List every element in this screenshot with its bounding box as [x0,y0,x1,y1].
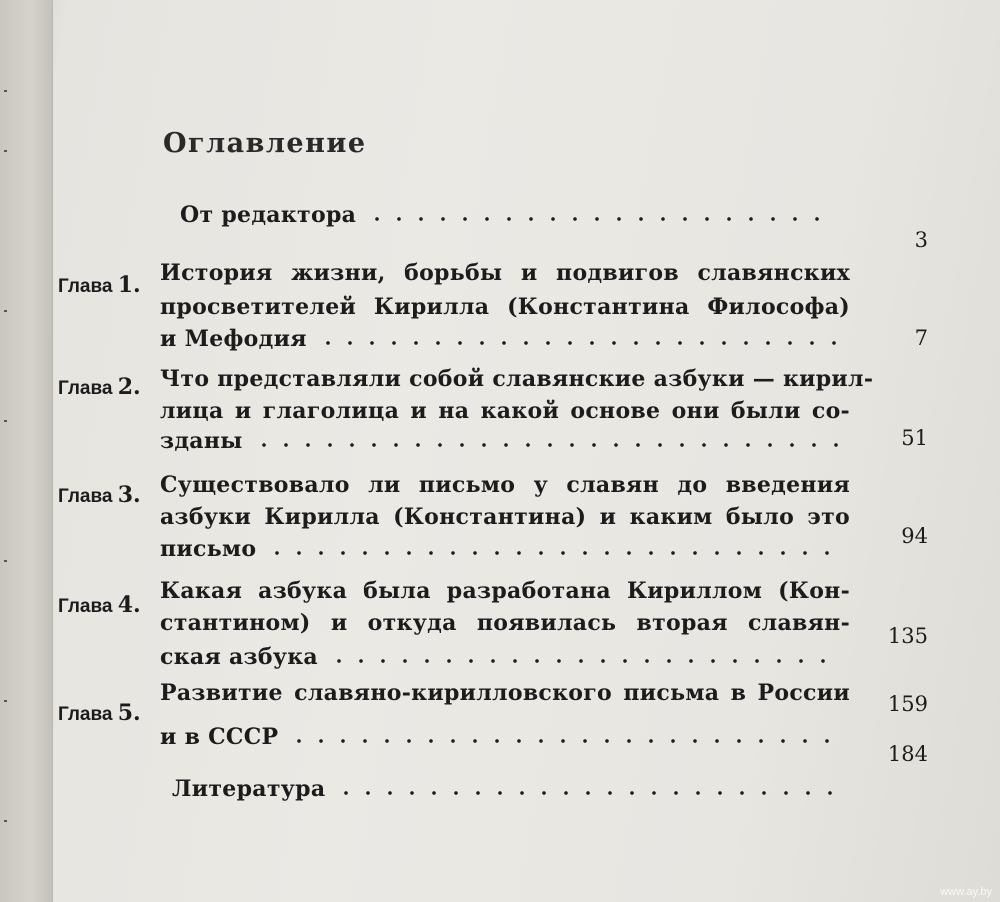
toc-entry-line: Существовало ли письмо у славян до введения [160,472,850,498]
page-number: 3 [914,228,928,252]
page-number: 94 [901,524,928,548]
toc-entry-title: Литература [172,772,850,806]
page-number: 7 [914,326,928,350]
page-gutter [0,0,53,902]
page-number: 184 [887,742,928,766]
toc-entry-line: История жизни, борьбы и подвигов славянских [160,260,850,286]
chapter-label: Глава 3. [58,482,141,508]
page-number: 159 [887,692,928,716]
toc-entry-line: зданы [160,424,850,458]
toc-entry-line: Развитие славяно-кирилловского письма в России [160,680,850,706]
leader-dots [317,340,842,346]
chapter-label: Глава 1. [58,272,141,298]
toc-entry-line: просветителей Кирилла (Константина Философа) [160,294,850,320]
chapter-label: Глава 5. [58,700,141,726]
chapter-label: Глава 4. [58,592,141,618]
leader-dots [366,216,826,222]
leader-dots [288,738,833,744]
toc-entry-line: письмо [160,532,850,566]
leader-dots [328,658,833,664]
toc-entry-line: Что представляли собой славянские азбуки — кирил- [160,366,874,392]
chapter-label: Глава 2. [58,374,141,400]
leader-dots [266,550,836,556]
toc-entry-line: и Мефодия [160,322,850,356]
page-number: 135 [887,624,928,648]
toc-entry-title: От редактора [180,198,850,232]
toc-entry-line: и в СССР [160,720,850,754]
toc-entry-line: лица и глаголица и на какой основе они были со- [160,398,850,424]
watermark: www.ay.by [940,886,992,898]
toc-entry-line: Какая азбука была разработана Кириллом (Кон- [160,578,850,604]
toc-entry-line: стантином) и откуда появилась вторая славян- [160,610,850,636]
leader-dots [335,790,845,796]
toc-heading: Оглавление [163,128,367,159]
page-number: 51 [901,426,928,450]
toc-entry-line: азбуки Кирилла (Константина) и каким было это [160,504,850,530]
leader-dots [253,442,853,448]
toc-entry-line: ская азбука [160,640,850,674]
